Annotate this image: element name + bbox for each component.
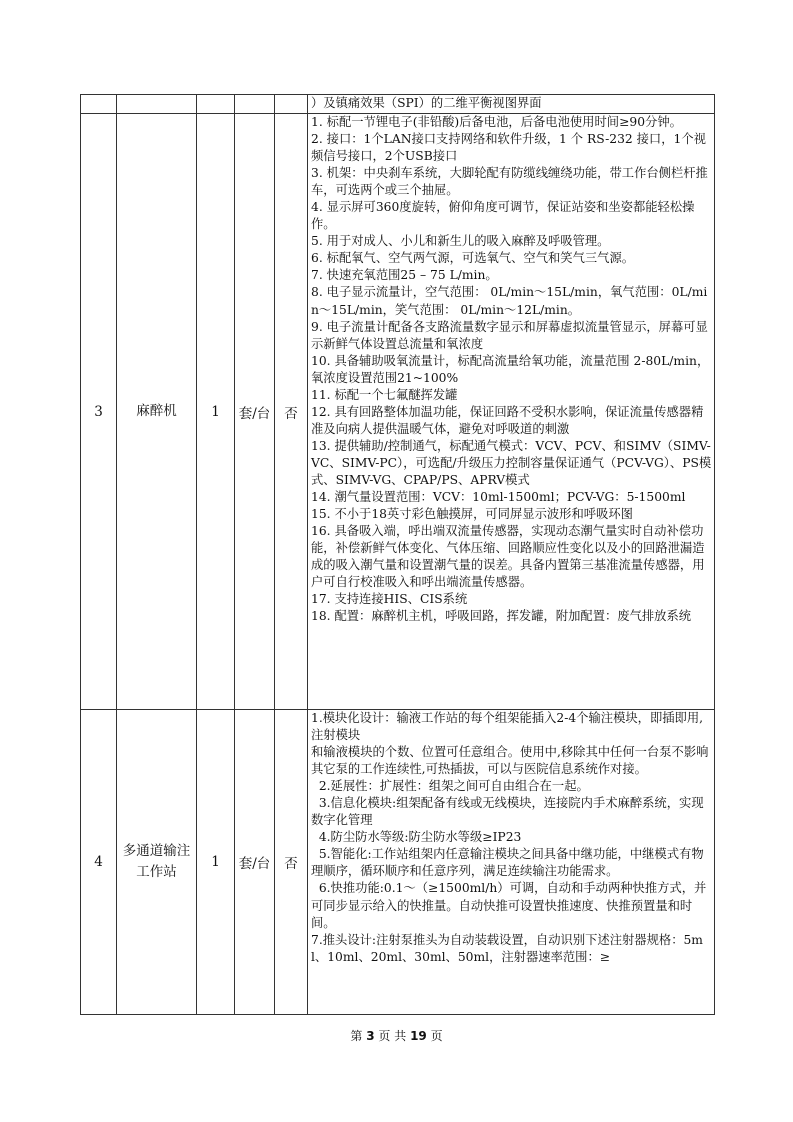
- spec-line: 14. 潮气量设置范围：VCV：10ml-1500ml；PCV-VG：5-1500ml: [311, 490, 686, 505]
- spec-line: 3. 机架：中央刹车系统，大脚轮配有防缆线缠绕功能，带工作台侧栏杆推车，可选两个或三个抽屉。: [311, 166, 708, 198]
- cell-empty: [275, 95, 308, 114]
- item-imported: 否: [275, 710, 308, 1015]
- table-row-infusion-workstation: [81, 710, 715, 1015]
- item-unit: 套/台: [235, 114, 275, 710]
- spec-line: 5. 用于对成人、小儿和新生儿的吸入麻醉及呼吸管理。: [311, 234, 610, 249]
- table-row-anesthesia-machine: [81, 114, 715, 710]
- footer-suffix: 页: [430, 1029, 443, 1043]
- spec-line: 4. 显示屏可360度旋转，俯仰角度可调节，保证站姿和坐姿都能轻松操作。: [311, 200, 695, 232]
- spec-line: 8. 电子显示流量计，空气范围： 0L/min～15L/min，氧气范围：0L/min～15L/min，笑气范围： 0L/min～12L/min。: [311, 285, 708, 317]
- spec-line: 2. 接口：1个LAN接口支持网络和软件升级，1 个 RS-232 接口，1个视频信号接口，2个USB接口: [311, 132, 706, 164]
- spec-line: 12. 具有回路整体加温功能，保证回路不受积水影响，保证流量传感器精准及向病人提供温暖气体，避免对呼吸道的刺激: [311, 404, 704, 436]
- spec-line: 17. 支持连接HIS、CIS系统: [311, 592, 468, 607]
- spec-line: 16. 具备吸入端，呼出端双流量传感器，实现动态潮气量实时自动补偿功能，补偿新鲜气体变化、气体压缩、回路顺应性变化以及小的回路泄漏造成的吸入潮气量和设置潮气量的误差。具备内置第三基准流量传感器，用户可自行校准吸入和呼出端流量传感器。: [311, 524, 705, 590]
- cell-empty: [197, 95, 235, 114]
- item-unit: 套/台: [235, 710, 275, 1015]
- footer-prefix: 第: [350, 1029, 363, 1043]
- spec-line: 4.防尘防水等级:防尘防水等级≥IP23: [311, 830, 522, 845]
- spec-line: 1.模块化设计：输液工作站的每个组架能插入2-4个输注模块，即插即用,注射模块: [311, 711, 704, 743]
- total-pages: 19: [410, 1029, 427, 1043]
- spec-line: 10. 具备辅助吸氧流量计，标配高流量给氧功能，流量范围 2-80L/min，氧浓度设置范围21~100%: [311, 353, 710, 385]
- spec-line: 6. 标配氧气、空气两气源，可选氧气、空气和笑气三气源。: [311, 251, 635, 266]
- item-spec-list: [308, 114, 715, 710]
- spec-table: [80, 94, 715, 1015]
- page-number: 3: [366, 1029, 375, 1043]
- spec-line: 13. 提供辅助/控制通气，标配通气模式：VCV、PCV、和SIMV（SIMV-VC、SIMV-PC），可选配/升级压力控制容量保证通气（PCV-VG）、PS模式、SIMV-VG、CPAP/PS、APRV模式: [311, 438, 712, 487]
- spec-line: 1. 标配一节锂电子(非铅酸)后备电池，后备电池使用时间≥90分钟。: [311, 115, 682, 129]
- cell-empty: [235, 95, 275, 114]
- cell-empty: [117, 95, 197, 114]
- item-quantity: 1: [197, 710, 235, 1015]
- item-number: 4: [81, 710, 117, 1015]
- item-spec-list: [308, 710, 715, 1015]
- page-footer: [0, 1027, 793, 1044]
- cell-empty: [81, 95, 117, 114]
- spec-line: 11. 标配一个七氟醚挥发罐: [311, 387, 458, 402]
- spec-line: 9. 电子流量计配备各支路流量数字显示和屏幕虚拟流量管显示，屏幕可显示新鲜气体设置总流量和氧浓度: [311, 319, 708, 351]
- continued-row: [81, 95, 715, 114]
- spec-line: 6.快推功能:0.1～（≥1500ml/h）可调，自动和手动两种快推方式，并可同步显示给入的快推量。自动快推可设置快推速度、快推预置量和时间。: [311, 881, 707, 930]
- continued-text: ）及镇痛效果（SPI）的二维平衡视图界面: [308, 95, 715, 114]
- item-name: 麻醉机: [117, 114, 197, 710]
- spec-line: 5.智能化:工作站组架内任意输注模块之间具备中继功能，中继模式有物理顺序，循环顺序和任意序列，满足连续输注功能需求。: [311, 847, 704, 879]
- item-quantity: 1: [197, 114, 235, 710]
- item-number: 3: [81, 114, 117, 710]
- footer-middle: 页 共: [378, 1029, 407, 1043]
- spec-line: 2.延展性：扩展性：组架之间可自由组合在一起。: [311, 779, 589, 794]
- spec-line: 18. 配置：麻醉机主机，呼吸回路，挥发罐，附加配置：废气排放系统: [311, 609, 692, 624]
- spec-line: 7.推头设计:注射泵推头为自动装载设置，自动识别下述注射器规格：5ml、10ml、20ml、30ml、50ml，注射器速率范围：≥: [311, 932, 703, 964]
- spec-line: 7. 快速充氧范围25 – 75 L/min。: [311, 268, 498, 283]
- spec-line: 3.信息化模块:组架配备有线或无线模块，连接院内手术麻醉系统，实现数字化管理: [311, 796, 704, 828]
- item-imported: 否: [275, 114, 308, 710]
- item-name: 多通道输注工作站: [117, 710, 197, 1015]
- spec-line: 和输液模块的个数、位置可任意组合。使用中,移除其中任何一台泵不影响其它泵的工作连续性,可热插拔，可以与医院信息系统作对接。: [311, 745, 709, 777]
- spec-line: 15. 不小于18英寸彩色触摸屏，可同屏显示波形和呼吸环图: [311, 507, 633, 522]
